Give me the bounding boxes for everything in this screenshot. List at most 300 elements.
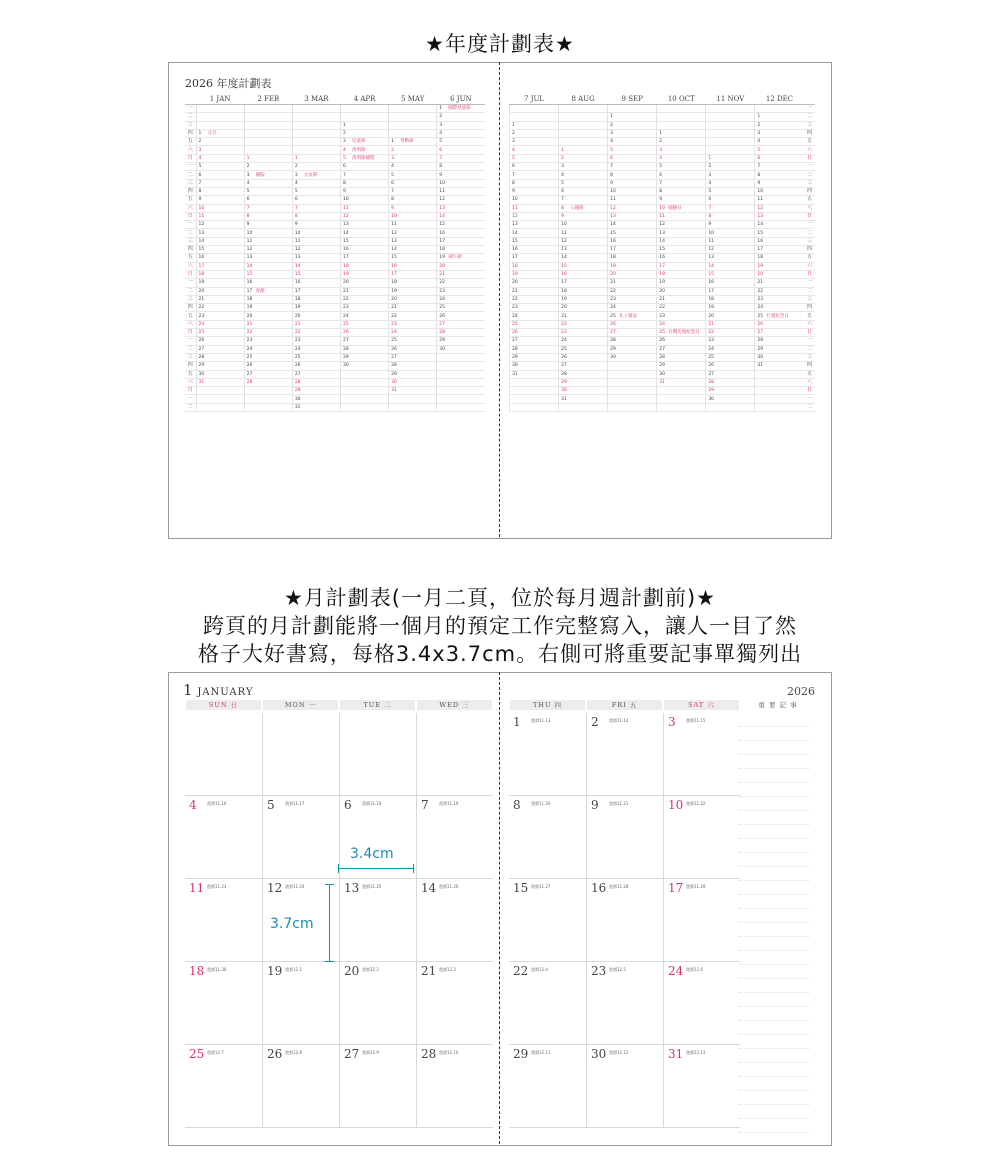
year-day-cell[interactable]: 15 — [196, 246, 244, 254]
year-day-cell[interactable]: 6 — [437, 146, 485, 154]
year-day-cell[interactable] — [608, 370, 657, 378]
year-day-cell[interactable]: 30 — [657, 370, 706, 378]
year-day-cell[interactable]: 29 — [389, 370, 437, 378]
year-day-cell[interactable]: 6 — [706, 196, 755, 204]
year-day-cell[interactable]: 10 — [706, 229, 755, 237]
year-day-cell[interactable]: 30 — [608, 353, 657, 361]
note-line[interactable] — [739, 783, 809, 797]
year-day-cell[interactable]: 12 — [389, 229, 437, 237]
year-day-cell[interactable] — [389, 121, 437, 129]
year-day-cell[interactable]: 22 — [340, 295, 388, 303]
year-day-cell[interactable]: 22 — [755, 287, 804, 295]
year-day-cell[interactable]: 20 — [389, 295, 437, 303]
year-day-cell[interactable]: 13 — [510, 221, 559, 229]
year-day-cell[interactable]: 20 — [755, 270, 804, 278]
year-day-cell[interactable] — [244, 121, 292, 129]
year-day-cell[interactable]: 12 — [292, 246, 340, 254]
year-day-cell[interactable]: 5 — [608, 146, 657, 154]
year-day-cell[interactable] — [559, 129, 608, 137]
year-day-cell[interactable] — [608, 395, 657, 403]
year-day-cell[interactable]: 27 — [437, 320, 485, 328]
day-cell[interactable] — [185, 962, 262, 1045]
year-day-cell[interactable] — [437, 362, 485, 370]
year-day-cell[interactable] — [706, 129, 755, 137]
year-day-cell[interactable]: 20 — [292, 312, 340, 320]
year-day-cell[interactable]: 16 — [292, 279, 340, 287]
year-day-cell[interactable]: 5 — [389, 171, 437, 179]
year-day-cell[interactable] — [608, 403, 657, 411]
note-line[interactable] — [739, 965, 809, 979]
year-day-cell[interactable] — [706, 105, 755, 113]
note-line[interactable] — [739, 923, 809, 937]
year-day-cell[interactable]: 3 — [559, 163, 608, 171]
year-day-cell[interactable]: 13 — [706, 254, 755, 262]
note-line[interactable] — [739, 1035, 809, 1049]
year-day-cell[interactable]: 25 — [510, 320, 559, 328]
year-day-cell[interactable]: 20 — [510, 279, 559, 287]
year-day-cell[interactable]: 25 — [340, 320, 388, 328]
year-day-cell[interactable]: 4 — [608, 138, 657, 146]
note-line[interactable] — [739, 727, 809, 741]
year-day-cell[interactable]: 28 — [196, 353, 244, 361]
day-cell[interactable] — [663, 962, 740, 1045]
year-day-cell[interactable]: 7 — [340, 171, 388, 179]
year-day-cell[interactable] — [196, 395, 244, 403]
year-day-cell[interactable]: 1 勞動節 — [389, 138, 437, 146]
year-day-cell[interactable]: 27 — [510, 337, 559, 345]
year-day-cell[interactable]: 6 — [755, 154, 804, 162]
year-day-cell[interactable]: 5 — [657, 163, 706, 171]
year-day-cell[interactable]: 20 — [340, 279, 388, 287]
year-day-cell[interactable]: 19 — [755, 262, 804, 270]
year-day-cell[interactable]: 24 — [608, 304, 657, 312]
year-day-cell[interactable]: 10 — [755, 187, 804, 195]
year-day-cell[interactable]: 15 — [608, 229, 657, 237]
year-day-cell[interactable]: 24 — [196, 320, 244, 328]
year-day-cell[interactable]: 14 — [608, 221, 657, 229]
year-day-cell[interactable] — [437, 403, 485, 411]
year-day-cell[interactable] — [706, 138, 755, 146]
year-day-cell[interactable] — [292, 138, 340, 146]
year-day-cell[interactable]: 27 — [292, 370, 340, 378]
year-day-cell[interactable]: 17 — [657, 262, 706, 270]
year-day-cell[interactable] — [755, 370, 804, 378]
year-day-cell[interactable]: 18 — [437, 246, 485, 254]
note-line[interactable] — [739, 1133, 809, 1146]
note-line[interactable] — [739, 811, 809, 825]
year-day-cell[interactable] — [244, 387, 292, 395]
year-day-cell[interactable]: 15 — [559, 262, 608, 270]
year-day-cell[interactable]: 25 — [196, 329, 244, 337]
year-day-cell[interactable]: 24 — [706, 345, 755, 353]
year-day-cell[interactable] — [510, 403, 559, 411]
year-day-cell[interactable]: 9 — [389, 204, 437, 212]
year-day-cell[interactable] — [389, 105, 437, 113]
year-day-cell[interactable] — [437, 353, 485, 361]
year-day-cell[interactable]: 19 — [706, 304, 755, 312]
year-day-cell[interactable]: 23 — [608, 295, 657, 303]
year-day-cell[interactable] — [510, 395, 559, 403]
year-day-cell[interactable]: 11 — [196, 212, 244, 220]
day-cell[interactable] — [185, 713, 262, 796]
year-day-cell[interactable]: 25 — [244, 353, 292, 361]
year-day-cell[interactable]: 26 — [755, 320, 804, 328]
note-line[interactable] — [739, 769, 809, 783]
year-day-cell[interactable]: 1 — [292, 154, 340, 162]
year-day-cell[interactable]: 17 — [437, 237, 485, 245]
year-day-cell[interactable]: 7 — [292, 204, 340, 212]
year-day-cell[interactable]: 12 — [244, 246, 292, 254]
year-day-cell[interactable]: 21 — [389, 304, 437, 312]
year-day-cell[interactable]: 30 — [510, 362, 559, 370]
year-day-cell[interactable]: 31 — [389, 387, 437, 395]
year-day-cell[interactable]: 25 — [559, 345, 608, 353]
year-day-cell[interactable] — [510, 105, 559, 113]
note-line[interactable] — [739, 909, 809, 923]
year-day-cell[interactable]: 1 — [510, 121, 559, 129]
year-day-cell[interactable] — [510, 113, 559, 121]
day-cell[interactable] — [416, 879, 493, 962]
year-day-cell[interactable]: 15 — [389, 254, 437, 262]
year-day-cell[interactable]: 16 — [706, 279, 755, 287]
year-day-cell[interactable]: 31 — [510, 370, 559, 378]
year-day-cell[interactable]: 17 — [510, 254, 559, 262]
year-day-cell[interactable]: 9 — [657, 196, 706, 204]
year-day-cell[interactable]: 24 — [437, 295, 485, 303]
year-day-cell[interactable] — [389, 129, 437, 137]
year-day-cell[interactable] — [608, 387, 657, 395]
year-day-cell[interactable]: 21 — [608, 279, 657, 287]
year-day-cell[interactable] — [389, 113, 437, 121]
year-day-cell[interactable] — [340, 370, 388, 378]
year-day-cell[interactable]: 8 — [706, 212, 755, 220]
year-day-cell[interactable]: 27 — [608, 329, 657, 337]
year-day-cell[interactable] — [706, 403, 755, 411]
year-day-cell[interactable]: 10 — [292, 229, 340, 237]
year-day-cell[interactable]: 28 — [755, 337, 804, 345]
year-day-cell[interactable]: 16 — [559, 270, 608, 278]
year-day-cell[interactable]: 12 — [510, 212, 559, 220]
year-day-cell[interactable]: 29 — [340, 353, 388, 361]
note-line[interactable] — [739, 937, 809, 951]
year-day-cell[interactable]: 7 — [389, 187, 437, 195]
year-day-cell[interactable]: 4 — [706, 179, 755, 187]
year-day-cell[interactable]: 29 — [755, 345, 804, 353]
year-day-cell[interactable]: 19 — [292, 304, 340, 312]
year-day-cell[interactable]: 18 — [510, 262, 559, 270]
year-day-cell[interactable]: 5 清明節補假 — [340, 154, 388, 162]
note-line[interactable] — [739, 741, 809, 755]
year-day-cell[interactable]: 19 — [657, 279, 706, 287]
year-day-cell[interactable] — [340, 113, 388, 121]
year-day-cell[interactable]: 8 — [755, 171, 804, 179]
day-cell[interactable] — [416, 713, 493, 796]
year-day-cell[interactable]: 8 — [292, 212, 340, 220]
year-day-cell[interactable]: 3 兒童節 — [340, 138, 388, 146]
year-day-cell[interactable]: 19 — [340, 270, 388, 278]
year-day-cell[interactable]: 23 — [196, 312, 244, 320]
year-day-cell[interactable]: 11 — [706, 237, 755, 245]
day-cell[interactable] — [262, 796, 339, 879]
year-day-cell[interactable]: 22 — [706, 329, 755, 337]
year-day-cell[interactable] — [657, 387, 706, 395]
year-day-cell[interactable]: 13 — [657, 229, 706, 237]
year-day-cell[interactable]: 17 — [559, 279, 608, 287]
year-day-cell[interactable]: 10 — [340, 196, 388, 204]
year-day-cell[interactable]: 26 — [657, 337, 706, 345]
year-day-cell[interactable]: 28 — [389, 362, 437, 370]
year-day-cell[interactable]: 21 — [559, 312, 608, 320]
year-day-cell[interactable] — [510, 378, 559, 386]
year-day-cell[interactable]: 8 — [389, 196, 437, 204]
year-day-cell[interactable]: 25 — [292, 353, 340, 361]
year-day-cell[interactable]: 26 — [510, 329, 559, 337]
year-day-cell[interactable]: 14 — [292, 262, 340, 270]
year-day-cell[interactable]: 21 — [292, 320, 340, 328]
year-day-cell[interactable] — [657, 105, 706, 113]
year-day-cell[interactable]: 26 — [389, 345, 437, 353]
year-day-cell[interactable]: 16 — [608, 237, 657, 245]
year-day-cell[interactable]: 18 — [608, 254, 657, 262]
year-day-cell[interactable]: 11 — [292, 237, 340, 245]
note-line[interactable] — [739, 867, 809, 881]
day-cell[interactable] — [262, 962, 339, 1045]
year-day-cell[interactable]: 1 — [244, 154, 292, 162]
year-day-cell[interactable]: 7 — [510, 171, 559, 179]
note-line[interactable] — [739, 1105, 809, 1119]
year-day-cell[interactable]: 28 — [340, 345, 388, 353]
year-day-cell[interactable]: 15 — [510, 237, 559, 245]
year-day-cell[interactable]: 31 — [292, 403, 340, 411]
year-day-cell[interactable]: 25 孔子誕辰 — [608, 312, 657, 320]
year-day-cell[interactable]: 30 — [340, 362, 388, 370]
year-day-cell[interactable] — [244, 395, 292, 403]
year-day-cell[interactable]: 2 — [608, 121, 657, 129]
year-day-cell[interactable]: 9 — [292, 221, 340, 229]
year-day-cell[interactable]: 4 — [510, 146, 559, 154]
year-day-cell[interactable]: 28 — [657, 353, 706, 361]
year-day-cell[interactable]: 31 — [755, 362, 804, 370]
year-day-cell[interactable]: 11 — [244, 237, 292, 245]
year-day-cell[interactable]: 15 — [244, 270, 292, 278]
year-day-cell[interactable] — [340, 403, 388, 411]
year-day-cell[interactable]: 13 — [292, 254, 340, 262]
year-day-cell[interactable]: 18 — [340, 262, 388, 270]
year-day-cell[interactable]: 2 — [755, 121, 804, 129]
day-cell[interactable] — [416, 1045, 493, 1128]
year-day-cell[interactable]: 19 端午節 — [437, 254, 485, 262]
year-day-cell[interactable]: 17 — [706, 287, 755, 295]
year-day-cell[interactable]: 9 — [510, 187, 559, 195]
year-day-cell[interactable]: 22 — [657, 304, 706, 312]
year-day-cell[interactable]: 29 — [706, 387, 755, 395]
year-day-cell[interactable]: 18 — [559, 287, 608, 295]
year-day-cell[interactable]: 22 — [559, 320, 608, 328]
year-day-cell[interactable]: 22 — [389, 312, 437, 320]
year-day-cell[interactable]: 6 — [244, 196, 292, 204]
year-day-cell[interactable] — [196, 105, 244, 113]
year-day-cell[interactable] — [755, 395, 804, 403]
year-day-cell[interactable]: 5 — [706, 187, 755, 195]
year-day-cell[interactable]: 23 — [244, 337, 292, 345]
day-cell[interactable] — [339, 1045, 416, 1128]
note-line[interactable] — [739, 1091, 809, 1105]
year-day-cell[interactable] — [657, 403, 706, 411]
year-day-cell[interactable]: 4 — [292, 179, 340, 187]
day-cell[interactable] — [262, 713, 339, 796]
year-day-cell[interactable]: 2 — [706, 163, 755, 171]
year-day-cell[interactable] — [706, 146, 755, 154]
note-line[interactable] — [739, 1063, 809, 1077]
year-day-cell[interactable]: 23 — [292, 337, 340, 345]
year-day-cell[interactable]: 10 — [389, 212, 437, 220]
year-day-cell[interactable]: 24 — [755, 304, 804, 312]
year-day-cell[interactable]: 17 — [340, 254, 388, 262]
year-day-cell[interactable]: 14 — [340, 229, 388, 237]
year-day-cell[interactable]: 30 — [389, 378, 437, 386]
day-cell[interactable] — [586, 1045, 663, 1128]
year-day-cell[interactable]: 11 — [437, 187, 485, 195]
note-line[interactable] — [739, 1077, 809, 1091]
year-day-cell[interactable]: 28 — [706, 378, 755, 386]
day-cell[interactable] — [509, 796, 586, 879]
year-day-cell[interactable]: 28 — [244, 378, 292, 386]
year-day-cell[interactable]: 9 — [608, 179, 657, 187]
year-day-cell[interactable]: 21 — [657, 295, 706, 303]
year-day-cell[interactable]: 29 — [437, 337, 485, 345]
year-day-cell[interactable] — [608, 378, 657, 386]
year-day-cell[interactable]: 15 — [755, 229, 804, 237]
note-line[interactable] — [739, 979, 809, 993]
year-day-cell[interactable]: 17 — [292, 287, 340, 295]
year-day-cell[interactable]: 10 — [244, 229, 292, 237]
year-day-cell[interactable]: 8 — [196, 187, 244, 195]
year-day-cell[interactable]: 30 — [196, 370, 244, 378]
year-day-cell[interactable]: 14 — [196, 237, 244, 245]
year-day-cell[interactable]: 21 — [244, 320, 292, 328]
year-day-cell[interactable]: 5 — [196, 163, 244, 171]
year-day-cell[interactable]: 3 — [437, 121, 485, 129]
day-cell[interactable] — [339, 713, 416, 796]
year-day-cell[interactable] — [196, 121, 244, 129]
note-line[interactable] — [739, 755, 809, 769]
year-day-cell[interactable]: 2 — [292, 163, 340, 171]
year-day-cell[interactable]: 25 — [437, 304, 485, 312]
year-day-cell[interactable]: 24 — [340, 312, 388, 320]
year-day-cell[interactable]: 8 — [437, 163, 485, 171]
year-day-cell[interactable]: 10 — [510, 196, 559, 204]
year-day-cell[interactable] — [437, 387, 485, 395]
year-day-cell[interactable] — [244, 146, 292, 154]
year-day-cell[interactable]: 3 — [389, 154, 437, 162]
year-day-cell[interactable]: 2 — [510, 129, 559, 137]
year-day-cell[interactable]: 12 — [706, 246, 755, 254]
year-day-cell[interactable]: 28 — [559, 370, 608, 378]
year-day-cell[interactable]: 18 — [755, 254, 804, 262]
year-day-cell[interactable] — [244, 105, 292, 113]
year-day-cell[interactable] — [657, 395, 706, 403]
year-day-cell[interactable]: 6 — [608, 154, 657, 162]
year-day-cell[interactable]: 27 — [340, 337, 388, 345]
year-day-cell[interactable]: 14 — [510, 229, 559, 237]
year-day-cell[interactable]: 29 — [292, 387, 340, 395]
year-day-cell[interactable]: 1 — [657, 129, 706, 137]
year-day-cell[interactable]: 22 — [196, 304, 244, 312]
year-day-cell[interactable]: 13 — [389, 237, 437, 245]
year-day-cell[interactable]: 14 — [706, 262, 755, 270]
year-day-cell[interactable]: 8 — [510, 179, 559, 187]
note-line[interactable] — [739, 825, 809, 839]
year-day-cell[interactable]: 15 — [340, 237, 388, 245]
year-day-cell[interactable]: 17 — [389, 270, 437, 278]
day-cell[interactable] — [663, 1045, 740, 1128]
year-day-cell[interactable]: 21 — [510, 287, 559, 295]
year-day-cell[interactable]: 20 — [608, 270, 657, 278]
year-day-cell[interactable]: 23 — [755, 295, 804, 303]
year-day-cell[interactable]: 25 — [706, 353, 755, 361]
year-day-cell[interactable]: 9 — [706, 221, 755, 229]
year-day-cell[interactable]: 28 — [437, 329, 485, 337]
year-day-cell[interactable]: 22 — [608, 287, 657, 295]
year-day-cell[interactable]: 20 — [559, 304, 608, 312]
year-day-cell[interactable] — [244, 113, 292, 121]
year-day-cell[interactable]: 27 — [389, 353, 437, 361]
year-day-cell[interactable]: 12 — [340, 212, 388, 220]
year-day-cell[interactable]: 19 — [244, 304, 292, 312]
year-day-cell[interactable]: 29 — [657, 362, 706, 370]
year-day-cell[interactable]: 26 — [706, 362, 755, 370]
year-day-cell[interactable]: 17 — [196, 262, 244, 270]
year-day-cell[interactable]: 4 — [755, 138, 804, 146]
note-line[interactable] — [739, 839, 809, 853]
year-day-cell[interactable] — [340, 387, 388, 395]
year-day-cell[interactable]: 25 台灣光復紀念日 — [657, 329, 706, 337]
year-day-cell[interactable]: 4 — [657, 154, 706, 162]
year-day-cell[interactable]: 24 — [510, 312, 559, 320]
year-day-cell[interactable]: 7 — [755, 163, 804, 171]
year-day-cell[interactable]: 29 — [196, 362, 244, 370]
year-day-cell[interactable]: 5 — [437, 138, 485, 146]
year-day-cell[interactable]: 11 — [755, 196, 804, 204]
year-day-cell[interactable]: 23 — [389, 320, 437, 328]
year-day-cell[interactable]: 17 春節 — [244, 287, 292, 295]
year-day-cell[interactable] — [755, 105, 804, 113]
year-day-cell[interactable] — [196, 387, 244, 395]
year-day-cell[interactable]: 8 — [657, 187, 706, 195]
note-line[interactable] — [739, 895, 809, 909]
year-day-cell[interactable] — [389, 403, 437, 411]
year-day-cell[interactable]: 13 — [755, 212, 804, 220]
year-day-cell[interactable]: 14 — [755, 221, 804, 229]
year-day-cell[interactable]: 21 — [706, 320, 755, 328]
year-day-cell[interactable]: 30 — [755, 353, 804, 361]
year-day-cell[interactable]: 20 — [657, 287, 706, 295]
year-day-cell[interactable] — [657, 113, 706, 121]
note-line[interactable] — [739, 853, 809, 867]
year-day-cell[interactable]: 3 — [196, 146, 244, 154]
year-day-cell[interactable]: 5 — [755, 146, 804, 154]
day-cell[interactable] — [509, 879, 586, 962]
year-day-cell[interactable]: 6 — [292, 196, 340, 204]
year-day-cell[interactable]: 20 — [706, 312, 755, 320]
year-day-cell[interactable]: 8 父親節 — [559, 204, 608, 212]
year-day-cell[interactable]: 4 — [196, 154, 244, 162]
year-day-cell[interactable]: 3 — [510, 138, 559, 146]
year-day-cell[interactable] — [244, 138, 292, 146]
year-day-cell[interactable]: 16 — [389, 262, 437, 270]
year-day-cell[interactable]: 6 — [510, 163, 559, 171]
year-day-cell[interactable]: 4 — [389, 163, 437, 171]
